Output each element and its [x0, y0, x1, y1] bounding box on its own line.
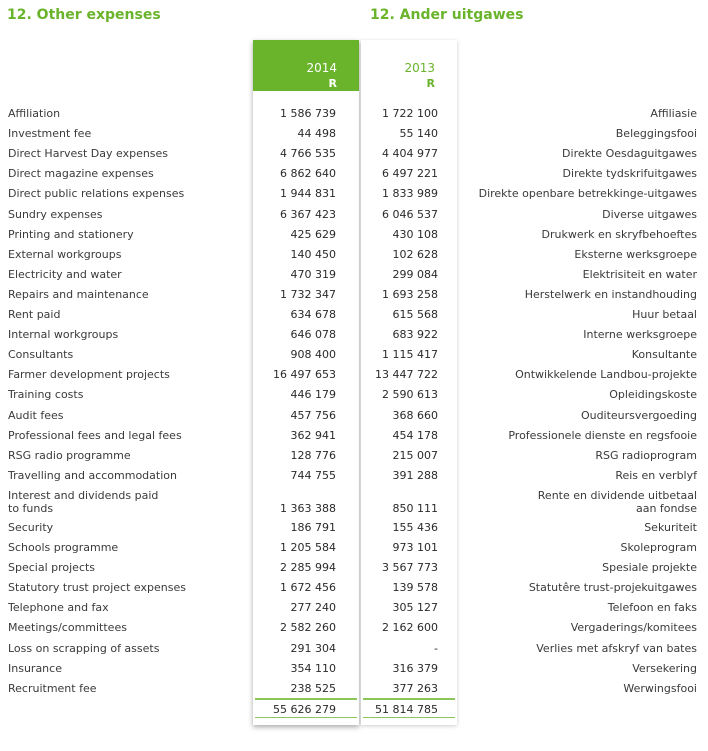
row-label-afrikaans: Eksterne werksgroepe — [574, 247, 697, 261]
row-value-2014: 446 179 — [290, 388, 336, 402]
row-label-afrikaans: Ontwikkelende Landbou-projekte — [515, 368, 697, 382]
row-label-afrikaans: Diverse uitgawes — [602, 207, 697, 221]
row-label-english: Direct Harvest Day expenses — [8, 147, 169, 161]
row-label-english: Audit fees — [8, 408, 64, 422]
row-value-2013: 6 046 537 — [382, 207, 438, 221]
row-value-2014: 128 776 — [290, 448, 336, 462]
row-value-2013: 973 101 — [392, 541, 438, 554]
row-label-english: Training costs — [8, 388, 84, 402]
row-value-2013: 391 288 — [392, 468, 438, 482]
row-label-english: Direct public relations expenses — [8, 187, 185, 201]
row-label-english: Special projects — [8, 561, 96, 575]
row-value-2013: 1 722 100 — [382, 107, 438, 120]
row-value-2013: 850 111 — [392, 501, 438, 515]
row-value-2014: 425 629 — [290, 227, 336, 241]
row-label-afrikaans: Herstelwerk en instandhouding — [524, 287, 697, 301]
row-value-2013: - — [434, 641, 438, 655]
row-label-afrikaans: Huur betaal — [632, 308, 697, 321]
row-value-2014: 4 766 535 — [280, 147, 336, 161]
heading-english: 12. Other expenses — [7, 7, 161, 23]
row-label-afrikaans: Drukwerk en skryfbehoeftes — [541, 227, 697, 241]
row-label-afrikaans: Spesiale projekte — [602, 561, 697, 575]
row-value-2014: 6 862 640 — [280, 167, 336, 181]
column-2013-currency: R — [426, 77, 435, 90]
column-2013-header — [361, 40, 457, 91]
row-value-2014: 186 791 — [290, 520, 336, 534]
row-value-2013: 1 115 417 — [382, 348, 438, 362]
row-label-english: Internal workgroups — [8, 328, 119, 342]
row-label-english: Interest and dividends paid to funds — [8, 488, 159, 515]
row-value-2013: 55 140 — [399, 127, 438, 141]
row-label-english: Rent paid — [8, 308, 61, 321]
row-label-afrikaans: Werwingsfooi — [623, 681, 697, 695]
column-2014-header — [253, 40, 359, 91]
row-value-2013: 377 263 — [392, 681, 438, 695]
row-value-2014: 634 678 — [290, 308, 336, 321]
row-value-2014: 470 319 — [290, 267, 336, 281]
total-underline-2013 — [363, 717, 455, 718]
row-value-2013: 430 108 — [392, 227, 438, 241]
row-value-2014: 140 450 — [290, 247, 336, 261]
total-2013: 51 814 785 — [375, 703, 438, 716]
row-value-2014: 2 285 994 — [280, 561, 336, 575]
row-value-2014: 354 110 — [290, 661, 336, 675]
row-label-afrikaans: Elektrisiteit en water — [582, 267, 697, 281]
row-value-2014: 2 582 260 — [280, 621, 336, 635]
row-label-afrikaans: Konsultante — [631, 348, 697, 362]
row-value-2013: 368 660 — [392, 408, 438, 422]
row-value-2013: 139 578 — [392, 581, 438, 595]
row-value-2013: 3 567 773 — [382, 561, 438, 575]
row-value-2013: 215 007 — [392, 448, 438, 462]
heading-afrikaans: 12. Ander uitgawes — [370, 7, 524, 23]
row-label-afrikaans: Statutêre trust-projekuitgawes — [528, 581, 697, 595]
column-2013-year: 2013 — [404, 61, 435, 75]
row-label-english: Direct magazine expenses — [8, 167, 154, 181]
row-label-afrikaans: Direkte Oesdaguitgawes — [562, 147, 697, 161]
row-label-english: Professional fees and legal fees — [8, 428, 182, 442]
row-label-english: Printing and stationery — [8, 227, 134, 241]
row-value-2013: 305 127 — [392, 601, 438, 615]
row-value-2014: 291 304 — [290, 641, 336, 655]
row-label-afrikaans: Direkte tydskrifuitgawes — [562, 167, 697, 181]
row-value-2013: 683 922 — [392, 328, 438, 342]
row-label-english: Insurance — [8, 661, 62, 675]
row-value-2014: 744 755 — [290, 468, 336, 482]
row-label-afrikaans: Rente en dividende uitbetaal aan fondse — [537, 488, 697, 515]
row-label-afrikaans: Beleggingsfooi — [615, 127, 697, 141]
row-label-english: Statutory trust project expenses — [8, 581, 186, 595]
total-rule-2014 — [255, 698, 357, 700]
row-label-english: Telephone and fax — [8, 601, 109, 615]
row-value-2014: 362 941 — [290, 428, 336, 442]
row-label-afrikaans: Ouditeursvergoeding — [580, 408, 697, 422]
row-label-english: Farmer development projects — [8, 368, 170, 382]
row-label-afrikaans: Opleidingskoste — [609, 388, 697, 402]
row-label-afrikaans: Professionele dienste en regsfooie — [508, 428, 697, 442]
row-value-2014: 646 078 — [290, 328, 336, 342]
row-label-english: Repairs and maintenance — [8, 287, 149, 301]
row-label-english: Schools programme — [8, 541, 119, 554]
row-label-afrikaans: Skoleprogram — [620, 541, 697, 554]
total-2014: 55 626 279 — [273, 703, 336, 716]
row-label-english: Recruitment fee — [8, 681, 97, 695]
row-label-english: Investment fee — [8, 127, 92, 141]
row-value-2013: 299 084 — [392, 267, 438, 281]
row-value-2014: 6 367 423 — [280, 207, 336, 221]
row-label-afrikaans: Affiliasie — [650, 107, 697, 120]
row-label-english: Meetings/committees — [8, 621, 127, 635]
row-label-afrikaans: Verlies met afskryf van bates — [536, 641, 697, 655]
row-label-afrikaans: Telefoon en faks — [607, 601, 697, 615]
row-value-2014: 238 525 — [290, 681, 336, 695]
total-rule-2013 — [363, 698, 455, 700]
row-value-2014: 277 240 — [290, 601, 336, 615]
row-value-2014: 16 497 653 — [273, 368, 336, 382]
row-label-afrikaans: Direkte openbare betrekkinge-uitgawes — [478, 187, 697, 201]
row-value-2013: 615 568 — [392, 308, 438, 321]
row-value-2014: 44 498 — [297, 127, 336, 141]
row-label-english: Security — [8, 520, 54, 534]
column-2014-currency: R — [328, 77, 337, 90]
row-value-2013: 13 447 722 — [375, 368, 438, 382]
row-label-english: Loss on scrapping of assets — [8, 641, 160, 655]
row-value-2013: 102 628 — [392, 247, 438, 261]
row-label-afrikaans: Sekuriteit — [644, 520, 697, 534]
row-value-2013: 1 693 258 — [382, 287, 438, 301]
row-label-english: Sundry expenses — [8, 207, 103, 221]
row-label-english: Electricity and water — [8, 267, 122, 281]
row-value-2013: 1 833 989 — [382, 187, 438, 201]
row-value-2013: 2 162 600 — [382, 621, 438, 635]
row-value-2014: 1 363 388 — [280, 501, 336, 515]
row-label-english: RSG radio programme — [8, 448, 131, 462]
row-value-2013: 454 178 — [392, 428, 438, 442]
row-value-2014: 1 732 347 — [280, 287, 336, 301]
row-label-english: Consultants — [8, 348, 74, 362]
row-value-2013: 155 436 — [392, 520, 438, 534]
row-value-2014: 457 756 — [290, 408, 336, 422]
row-label-english: Affiliation — [8, 107, 61, 120]
row-value-2013: 6 497 221 — [382, 167, 438, 181]
row-label-afrikaans: Interne werksgroepe — [583, 328, 697, 342]
row-value-2014: 1 586 739 — [280, 107, 336, 120]
column-2014-year: 2014 — [306, 61, 337, 75]
row-label-afrikaans: RSG radioprogram — [595, 448, 697, 462]
row-label-afrikaans: Reis en verblyf — [615, 468, 697, 482]
row-label-english: External workgroups — [8, 247, 122, 261]
row-value-2014: 908 400 — [290, 348, 336, 362]
row-value-2013: 316 379 — [392, 661, 438, 675]
total-underline-2014 — [255, 717, 357, 718]
row-value-2013: 2 590 613 — [382, 388, 438, 402]
row-label-afrikaans: Vergaderings/komitees — [570, 621, 697, 635]
row-label-english: Travelling and accommodation — [8, 468, 177, 482]
row-value-2014: 1 205 584 — [280, 541, 336, 554]
row-value-2014: 1 944 831 — [280, 187, 336, 201]
row-value-2013: 4 404 977 — [382, 147, 438, 161]
row-value-2014: 1 672 456 — [280, 581, 336, 595]
row-label-afrikaans: Versekering — [632, 661, 697, 675]
